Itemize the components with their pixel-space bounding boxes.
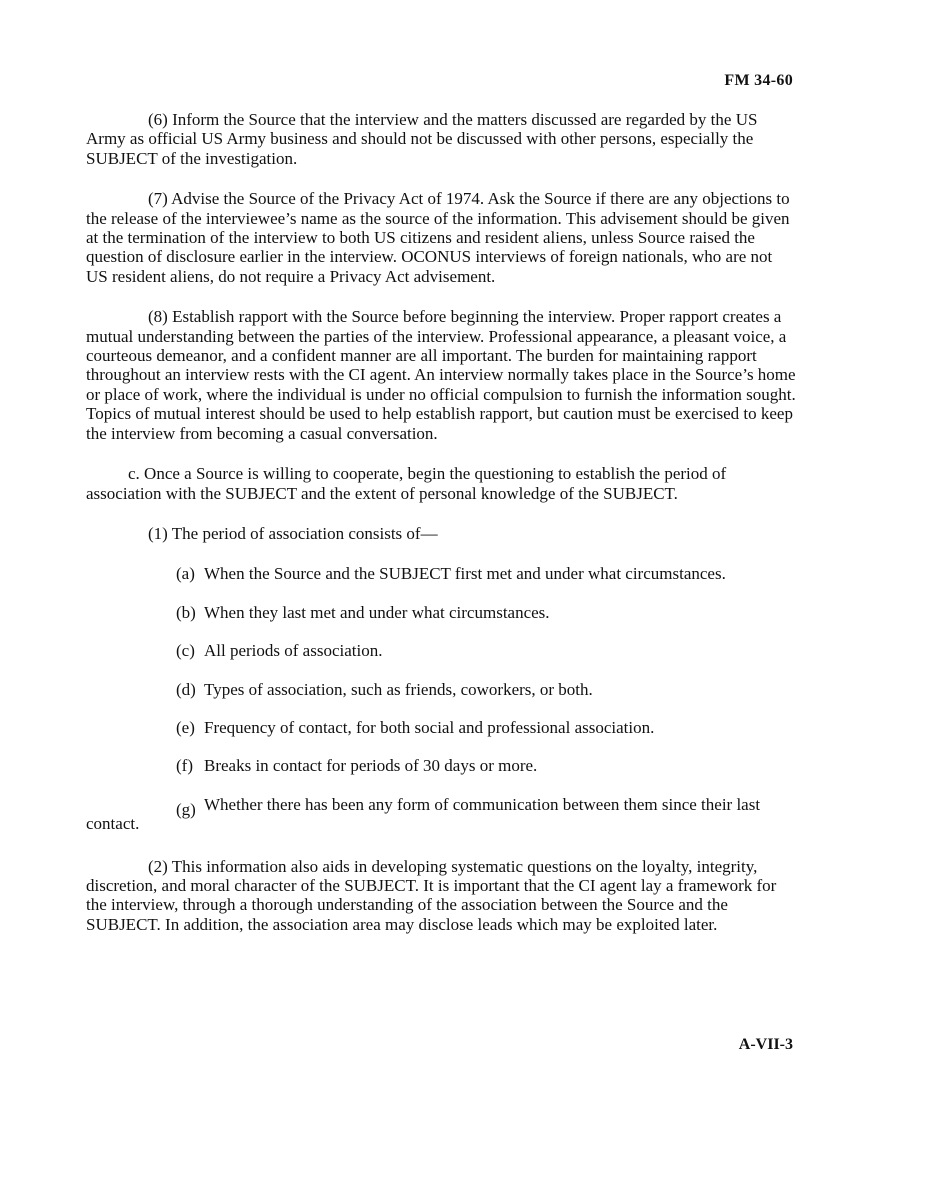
paragraph-1-intro: (1) The period of association consists of—: [148, 523, 438, 543]
list-item-marker: (e): [176, 717, 195, 737]
list-item: [176, 718, 798, 737]
list-item-first-line: [176, 794, 798, 819]
list-item-marker: (b): [176, 602, 196, 622]
list-item-marker: (g): [176, 799, 196, 819]
page-body: [86, 110, 798, 955]
list-item: [176, 641, 798, 660]
list-item-text: When they last met and under what circumstances.: [204, 602, 550, 622]
paragraph-6: (6) Inform the Source that the interview and the matters discussed are regarded by the US Army as official US Army business and should not be discussed with other persons, especially the SUBJECT of the investigation.: [86, 110, 758, 168]
paragraph-8: (8) Establish rapport with the Source before beginning the interview. Proper rapport creates a mutual understanding between the parties of the interview. Professional appearance, a pleasant voice, a courteous demeanor, and a confident manner are all important. The burden for maintaining rapport throughout an interview rests with the CI agent. An interview normally takes place in the Source’s home or place of work, where the individual is under no official compulsion to furnish the information sought. Topics of mutual interest should be used to help establish rapport, but caution must be exercised to keep the interview from becoming a casual conversation.: [86, 307, 796, 443]
page-footer-number: A-VII-3: [738, 1036, 793, 1053]
association-list: [86, 564, 798, 833]
list-item-continuation: contact.: [86, 814, 140, 834]
paragraph-7: (7) Advise the Source of the Privacy Act of 1974. Ask the Source if there are any objections to the release of the interviewee’s name as the source of the information. This advisement should be given at the termination of the interview to both US citizens and resident aliens, unless Source raised the question of disclosure earlier in the interview. OCONUS interviews of foreign nationals, who are not US resident aliens, do not require a Privacy Act advisement.: [86, 189, 790, 286]
list-item: [176, 756, 798, 775]
list-item: [176, 603, 798, 622]
list-item-text: Types of association, such as friends, coworkers, or both.: [204, 679, 593, 699]
paragraph-2: (2) This information also aids in developing systematic questions on the loyalty, integrity, discretion, and moral character of the SUBJECT. It is important that the CI agent lay a framework for the interview, through a thorough understanding of the association between the Source and the SUBJECT. In addition, the association area may disclose leads which may be exploited later.: [86, 856, 777, 934]
page-header-doc-id: FM 34-60: [724, 72, 793, 89]
list-item-text: Frequency of contact, for both social and professional association.: [204, 717, 655, 737]
list-item-text: When the Source and the SUBJECT first met and under what circumstances.: [204, 564, 726, 584]
list-item-marker: (f): [176, 756, 193, 776]
list-item: [176, 680, 798, 699]
list-item-marker: (c): [176, 641, 195, 661]
paragraph-c: c. Once a Source is willing to cooperate, begin the questioning to establish the period of association with the SUBJECT and the extent of personal knowledge of the SUBJECT.: [86, 464, 727, 503]
list-item-text: All periods of association.: [204, 641, 383, 661]
list-item-text: Breaks in contact for periods of 30 days or more.: [204, 756, 538, 776]
list-item-marker: (a): [176, 564, 195, 584]
list-item: [176, 564, 798, 583]
list-item-text: Whether there has been any form of communication between them since their last: [204, 794, 761, 814]
list-item: [86, 795, 798, 834]
list-item-marker: (d): [176, 679, 196, 699]
